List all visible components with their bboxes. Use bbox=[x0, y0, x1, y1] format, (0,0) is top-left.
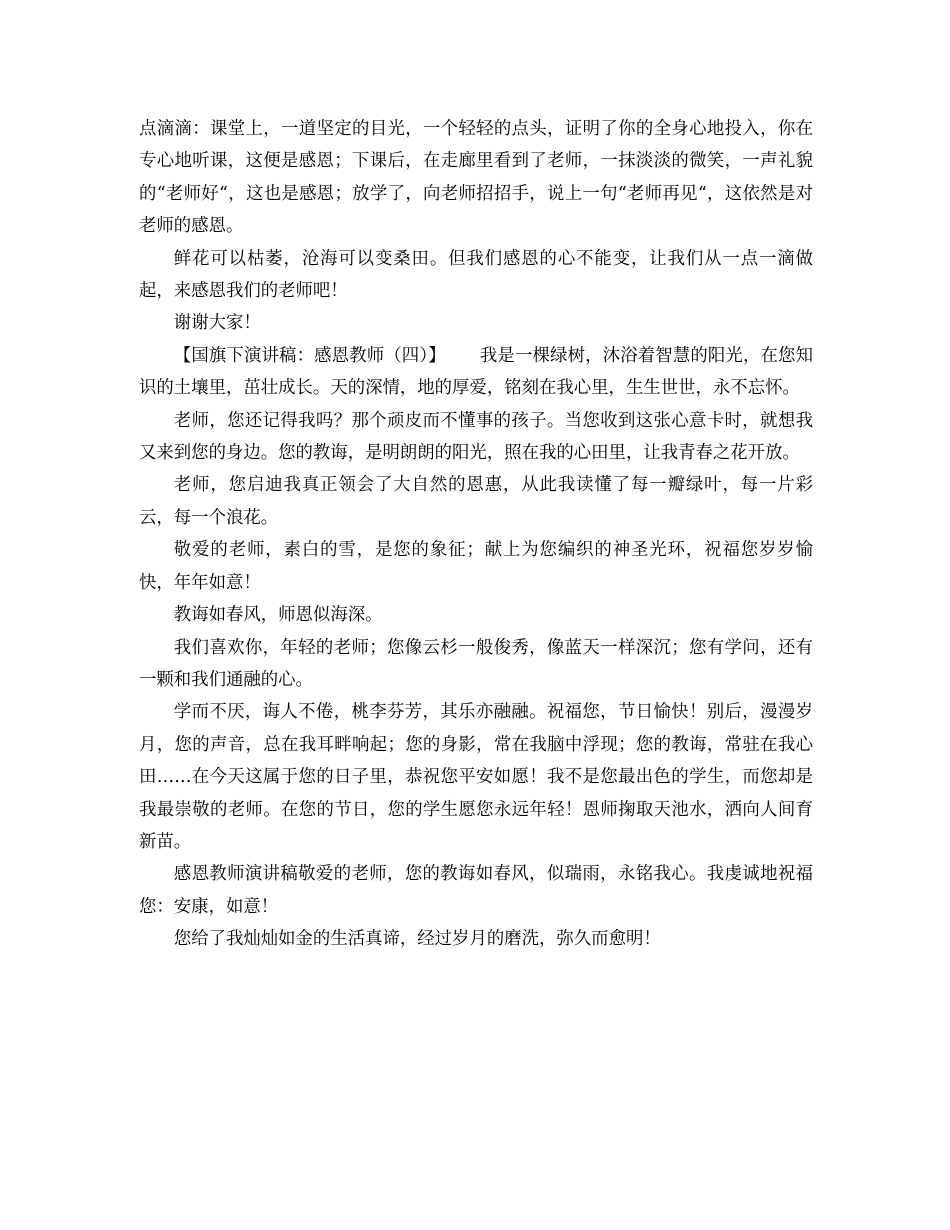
paragraph-5: 老师，您还记得我吗？那个顽皮而不懂事的孩子。当您收到这张心意卡时，就想我又来到您的身边。您的教诲，是明朗朗的阳光，照在我的心田里，让我青春之花开放。 bbox=[139, 410, 813, 464]
paragraph-8: 教诲如春风，师恩似海深。 bbox=[173, 605, 383, 626]
paragraph-10: 学而不厌，诲人不倦，桃李芬芳，其乐亦融融。祝福您，节日愉快！别后，漫漫岁月，您的声音，总在我耳畔响起；您的身影，常在我脑中浮现；您的教诲，常驻在我心田……在今天这属于您的日子里，恭祝您平安如愿！我不是您最出色的学生，而您却是我最崇敬的老师。在您的节日，您的学生愿您永远年轻！恩师掬取天池水，洒向人间育新苗。 bbox=[139, 702, 813, 852]
paragraph-12: 您给了我灿灿如金的生活真谛，经过岁月的磨洗，弥久而愈明！ bbox=[173, 929, 661, 950]
section-heading: 【国旗下演讲稿：感恩教师（四）】 bbox=[173, 345, 446, 366]
document-body bbox=[139, 113, 813, 956]
paragraph-11: 感恩教师演讲稿敬爱的老师，您的教诲如春风，似瑞雨，永铭我心。我虔诚地祝福您：安康，如意！ bbox=[139, 864, 813, 917]
paragraph-1: 点滴滴：课堂上，一道坚定的目光，一个轻轻的点头，证明了你的全身心地投入，你在专心地听课，这便是感恩；下课后，在走廊里看到了老师，一抹淡淡的微笑，一声礼貌的“老师好“，这也是感恩；放学了，向老师招招手，说上一句“老师再见“，这依然是对老师的感恩。 bbox=[139, 119, 813, 237]
paragraph-3: 谢谢大家！ bbox=[173, 313, 261, 334]
paragraph-6: 老师，您启迪我真正领会了大自然的恩惠，从此我读懂了每一瓣绿叶，每一片彩云，每一个浪花。 bbox=[139, 475, 813, 528]
paragraph-9: 我们喜欢你，年轻的老师；您像云杉一般俊秀，像蓝天一样深沉；您有学问，还有一颗和我们通融的心。 bbox=[139, 637, 813, 690]
paragraph-4 bbox=[139, 340, 813, 405]
paragraph-7: 敬爱的老师，素白的雪，是您的象征；献上为您编织的神圣光环，祝福您岁岁愉快，年年如意！ bbox=[139, 540, 813, 593]
paragraph-4-text: 我是一棵绿树，沐浴着智慧的阳光，在您知识的土壤里，茁壮成长。天的深情，地的厚爱，铭刻在我心里，生生世世，永不忘怀。 bbox=[139, 345, 813, 399]
paragraph-2: 鲜花可以枯萎，沧海可以变桑田。但我们感恩的心不能变，让我们从一点一滴做起，来感恩我们的老师吧！ bbox=[139, 248, 813, 302]
